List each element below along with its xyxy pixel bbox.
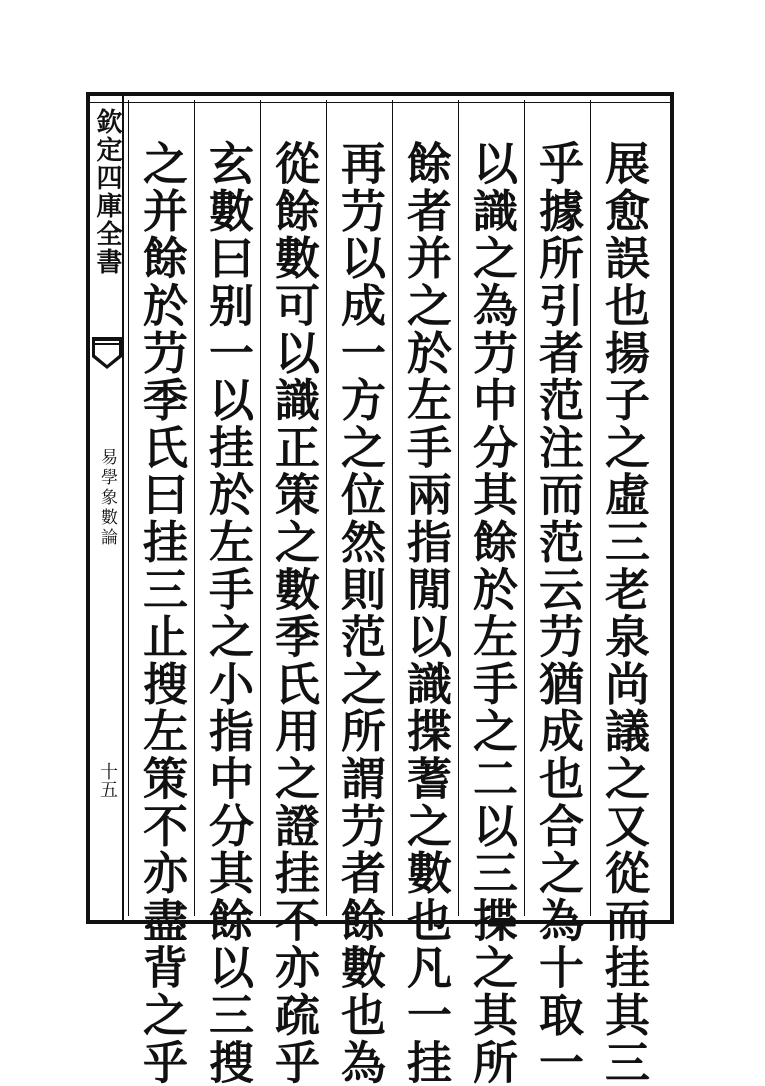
text-column-1: [590, 100, 656, 1086]
column-text: 展愈誤也揚子之虛三老泉尚議之又從而挂其三: [597, 140, 650, 1086]
column-text: 餘者并之於左手兩指閒以識揲蓍之數也凡一挂: [399, 140, 452, 1086]
text-column-3: [458, 100, 524, 1086]
column-text: 再芀以成一方之位然則范之所謂芀者餘數也為: [333, 140, 386, 1086]
book-title: 易學象數論: [97, 448, 117, 548]
fish-tail-icon: [92, 335, 122, 375]
column-text: 從餘數可以識正策之數季氏用之證挂不亦疏乎: [267, 140, 320, 1086]
text-column-4: [392, 100, 458, 1086]
text-column-6: [260, 100, 326, 1086]
column-text: 以識之為芀中分其餘於左手之二以三揲之其所: [465, 140, 518, 1086]
text-column-2: [524, 100, 590, 1086]
column-text: 乎據所引者范注而范云芀猶成也合之為十取一: [531, 140, 584, 1086]
series-title: 欽定四庫全書: [92, 108, 122, 276]
text-column-7: [194, 100, 260, 1086]
text-column-8: [128, 100, 194, 1086]
page-number: 十五: [97, 762, 118, 798]
text-column-5: [326, 100, 392, 1086]
column-text: 之并餘於芀季氏曰挂三止搜左策不亦盡背之乎: [135, 140, 188, 1086]
column-text: 玄數曰别一以挂於左手之小指中分其餘以三搜: [201, 140, 254, 1086]
